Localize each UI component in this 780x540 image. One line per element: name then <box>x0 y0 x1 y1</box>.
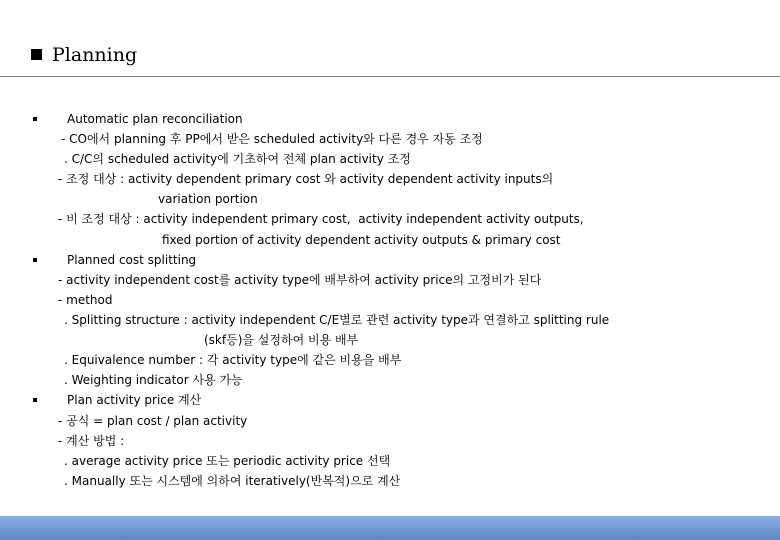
bullet-icon <box>33 117 37 121</box>
text-line: . Manually 또는 시스템에 의하여 iteratively(반복적)으로 계산 <box>64 474 401 488</box>
text-line: . Equivalence number : 각 activity type에 같은 비용을 배부 <box>64 353 402 367</box>
text-line: - 계산 방법 : <box>58 434 125 448</box>
bullet-heading: Automatic plan reconciliation <box>67 112 243 126</box>
text-line: . Splitting structure : activity independent C/E별로 관련 activity type과 연결하고 splitting rule <box>64 313 610 327</box>
bullet-heading: Plan activity price 계산 <box>67 393 202 407</box>
bullet-heading: Planned cost splitting <box>67 253 197 267</box>
text-line: - activity independent cost를 activity type에 배부하여 activity price의 고정비가 된다 <box>58 273 542 287</box>
text-line: (skf등)을 설정하여 비용 배부 <box>204 333 359 347</box>
bullet-icon <box>33 258 37 262</box>
bullet-icon <box>33 398 37 402</box>
footer-bar <box>0 516 780 540</box>
text-line: - 공식 = plan cost / plan activity <box>58 414 248 428</box>
text-line: . C/C의 scheduled activity에 기초하여 전체 plan activity 조정 <box>64 152 411 166</box>
text-line: fixed portion of activity dependent activity outputs & primary cost <box>162 233 561 247</box>
text-line: - 조정 대상 : activity dependent primary cost 와 activity dependent activity inputs의 <box>58 172 554 186</box>
slide-title: Planning <box>52 44 138 66</box>
text-line: - 비 조정 대상 : activity independent primary cost, activity independent activity outputs, <box>58 212 584 226</box>
text-line: . average activity price 또는 periodic activity price 선택 <box>64 454 391 468</box>
text-line: variation portion <box>158 192 258 206</box>
text-line: . Weighting indicator 사용 가능 <box>64 373 243 387</box>
text-line: - CO에서 planning 후 PP에서 받은 scheduled activity와 다른 경우 자동 조정 <box>61 132 483 146</box>
text-line: - method <box>58 293 113 307</box>
